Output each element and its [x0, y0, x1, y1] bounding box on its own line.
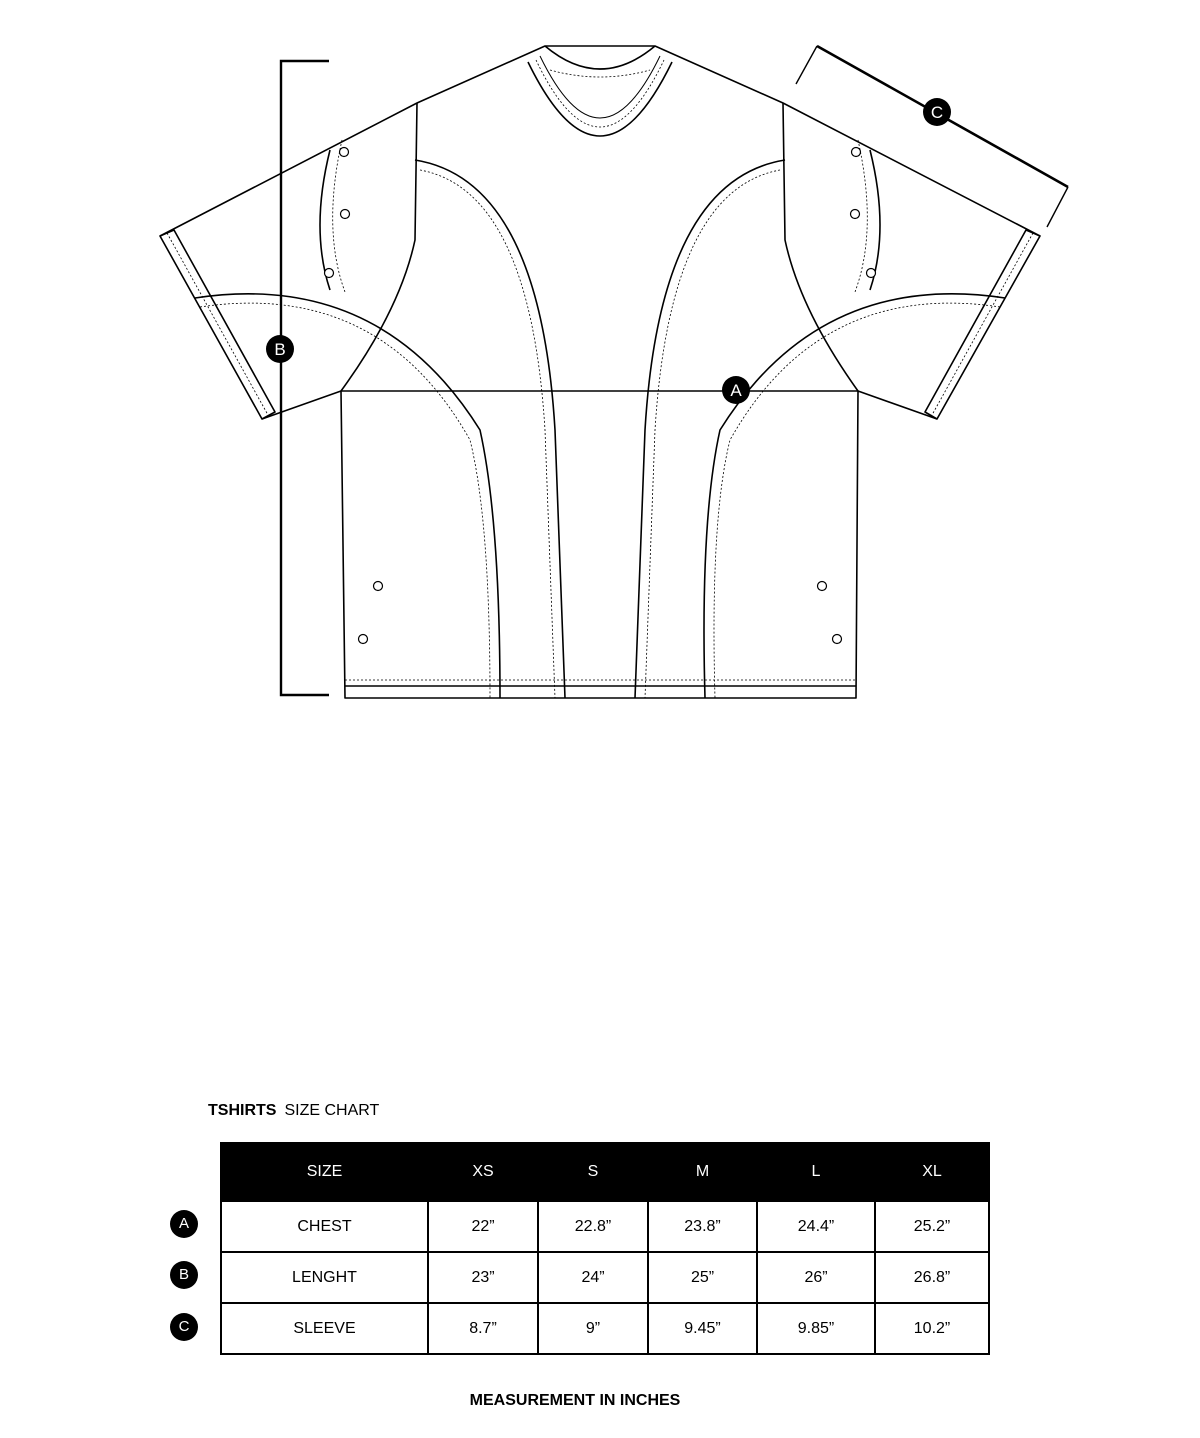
measure-marker-b: [266, 335, 294, 363]
table-cell: 26”: [757, 1252, 875, 1303]
table-cell: 23.8”: [648, 1201, 757, 1252]
header-m: M: [648, 1143, 757, 1201]
yoke-left: [341, 103, 417, 391]
size-table-header-row: [221, 1143, 989, 1201]
row-label-chest: CHEST: [221, 1201, 428, 1252]
table-cell: 22”: [428, 1201, 538, 1252]
table-cell: 25”: [648, 1252, 757, 1303]
measure-line-length: [281, 61, 329, 695]
measure-marker-c: [923, 98, 951, 126]
panel-seam-left-inner: [415, 160, 565, 698]
measure-marker-a: [722, 376, 750, 404]
svg-text:C: C: [930, 103, 944, 122]
header-xs: XS: [428, 1143, 538, 1201]
table-cell: 25.2”: [875, 1201, 989, 1252]
size-chart-title-strong: TSHIRTS: [208, 1102, 277, 1119]
collar-band: [540, 56, 660, 118]
snap-buttons: [325, 148, 876, 644]
table-cell: 9.45”: [648, 1303, 757, 1354]
table-cell: 9.85”: [757, 1303, 875, 1354]
table-cell: 26.8”: [875, 1252, 989, 1303]
table-cell: 8.7”: [428, 1303, 538, 1354]
table-cell: 10.2”: [875, 1303, 989, 1354]
table-cell: 24.4”: [757, 1201, 875, 1252]
size-chart-title: [208, 1102, 379, 1120]
header-s: S: [538, 1143, 648, 1201]
header-l: L: [757, 1143, 875, 1201]
svg-text:A: A: [730, 381, 742, 400]
row-marker-sleeve: C: [170, 1313, 198, 1341]
collar-outer: [545, 46, 655, 69]
panel-seam-right-outer: [704, 294, 1005, 698]
table-row: [221, 1303, 989, 1354]
table-row: [221, 1252, 989, 1303]
row-label-sleeve: SLEEVE: [221, 1303, 428, 1354]
table-cell: 9”: [538, 1303, 648, 1354]
panel-seam-right-inner: [635, 160, 785, 698]
row-label-length: LENGHT: [221, 1252, 428, 1303]
svg-text:B: B: [274, 340, 286, 359]
collar-inner: [528, 62, 672, 136]
row-marker-length: B: [170, 1261, 198, 1289]
yoke-right: [783, 103, 858, 391]
size-chart-title-light: SIZE CHART: [284, 1102, 380, 1119]
table-row: [221, 1201, 989, 1252]
panel-seam-left-outer: [195, 294, 500, 698]
row-marker-chest: A: [170, 1210, 198, 1238]
tshirt-outline: [160, 46, 1040, 698]
table-cell: 23”: [428, 1252, 538, 1303]
header-xl: XL: [875, 1143, 989, 1201]
header-size: SIZE: [221, 1143, 428, 1201]
size-table: [220, 1142, 990, 1355]
table-cell: 22.8”: [538, 1201, 648, 1252]
measurement-unit-note: MEASUREMENT IN INCHES: [469, 1392, 681, 1409]
table-cell: 24”: [538, 1252, 648, 1303]
